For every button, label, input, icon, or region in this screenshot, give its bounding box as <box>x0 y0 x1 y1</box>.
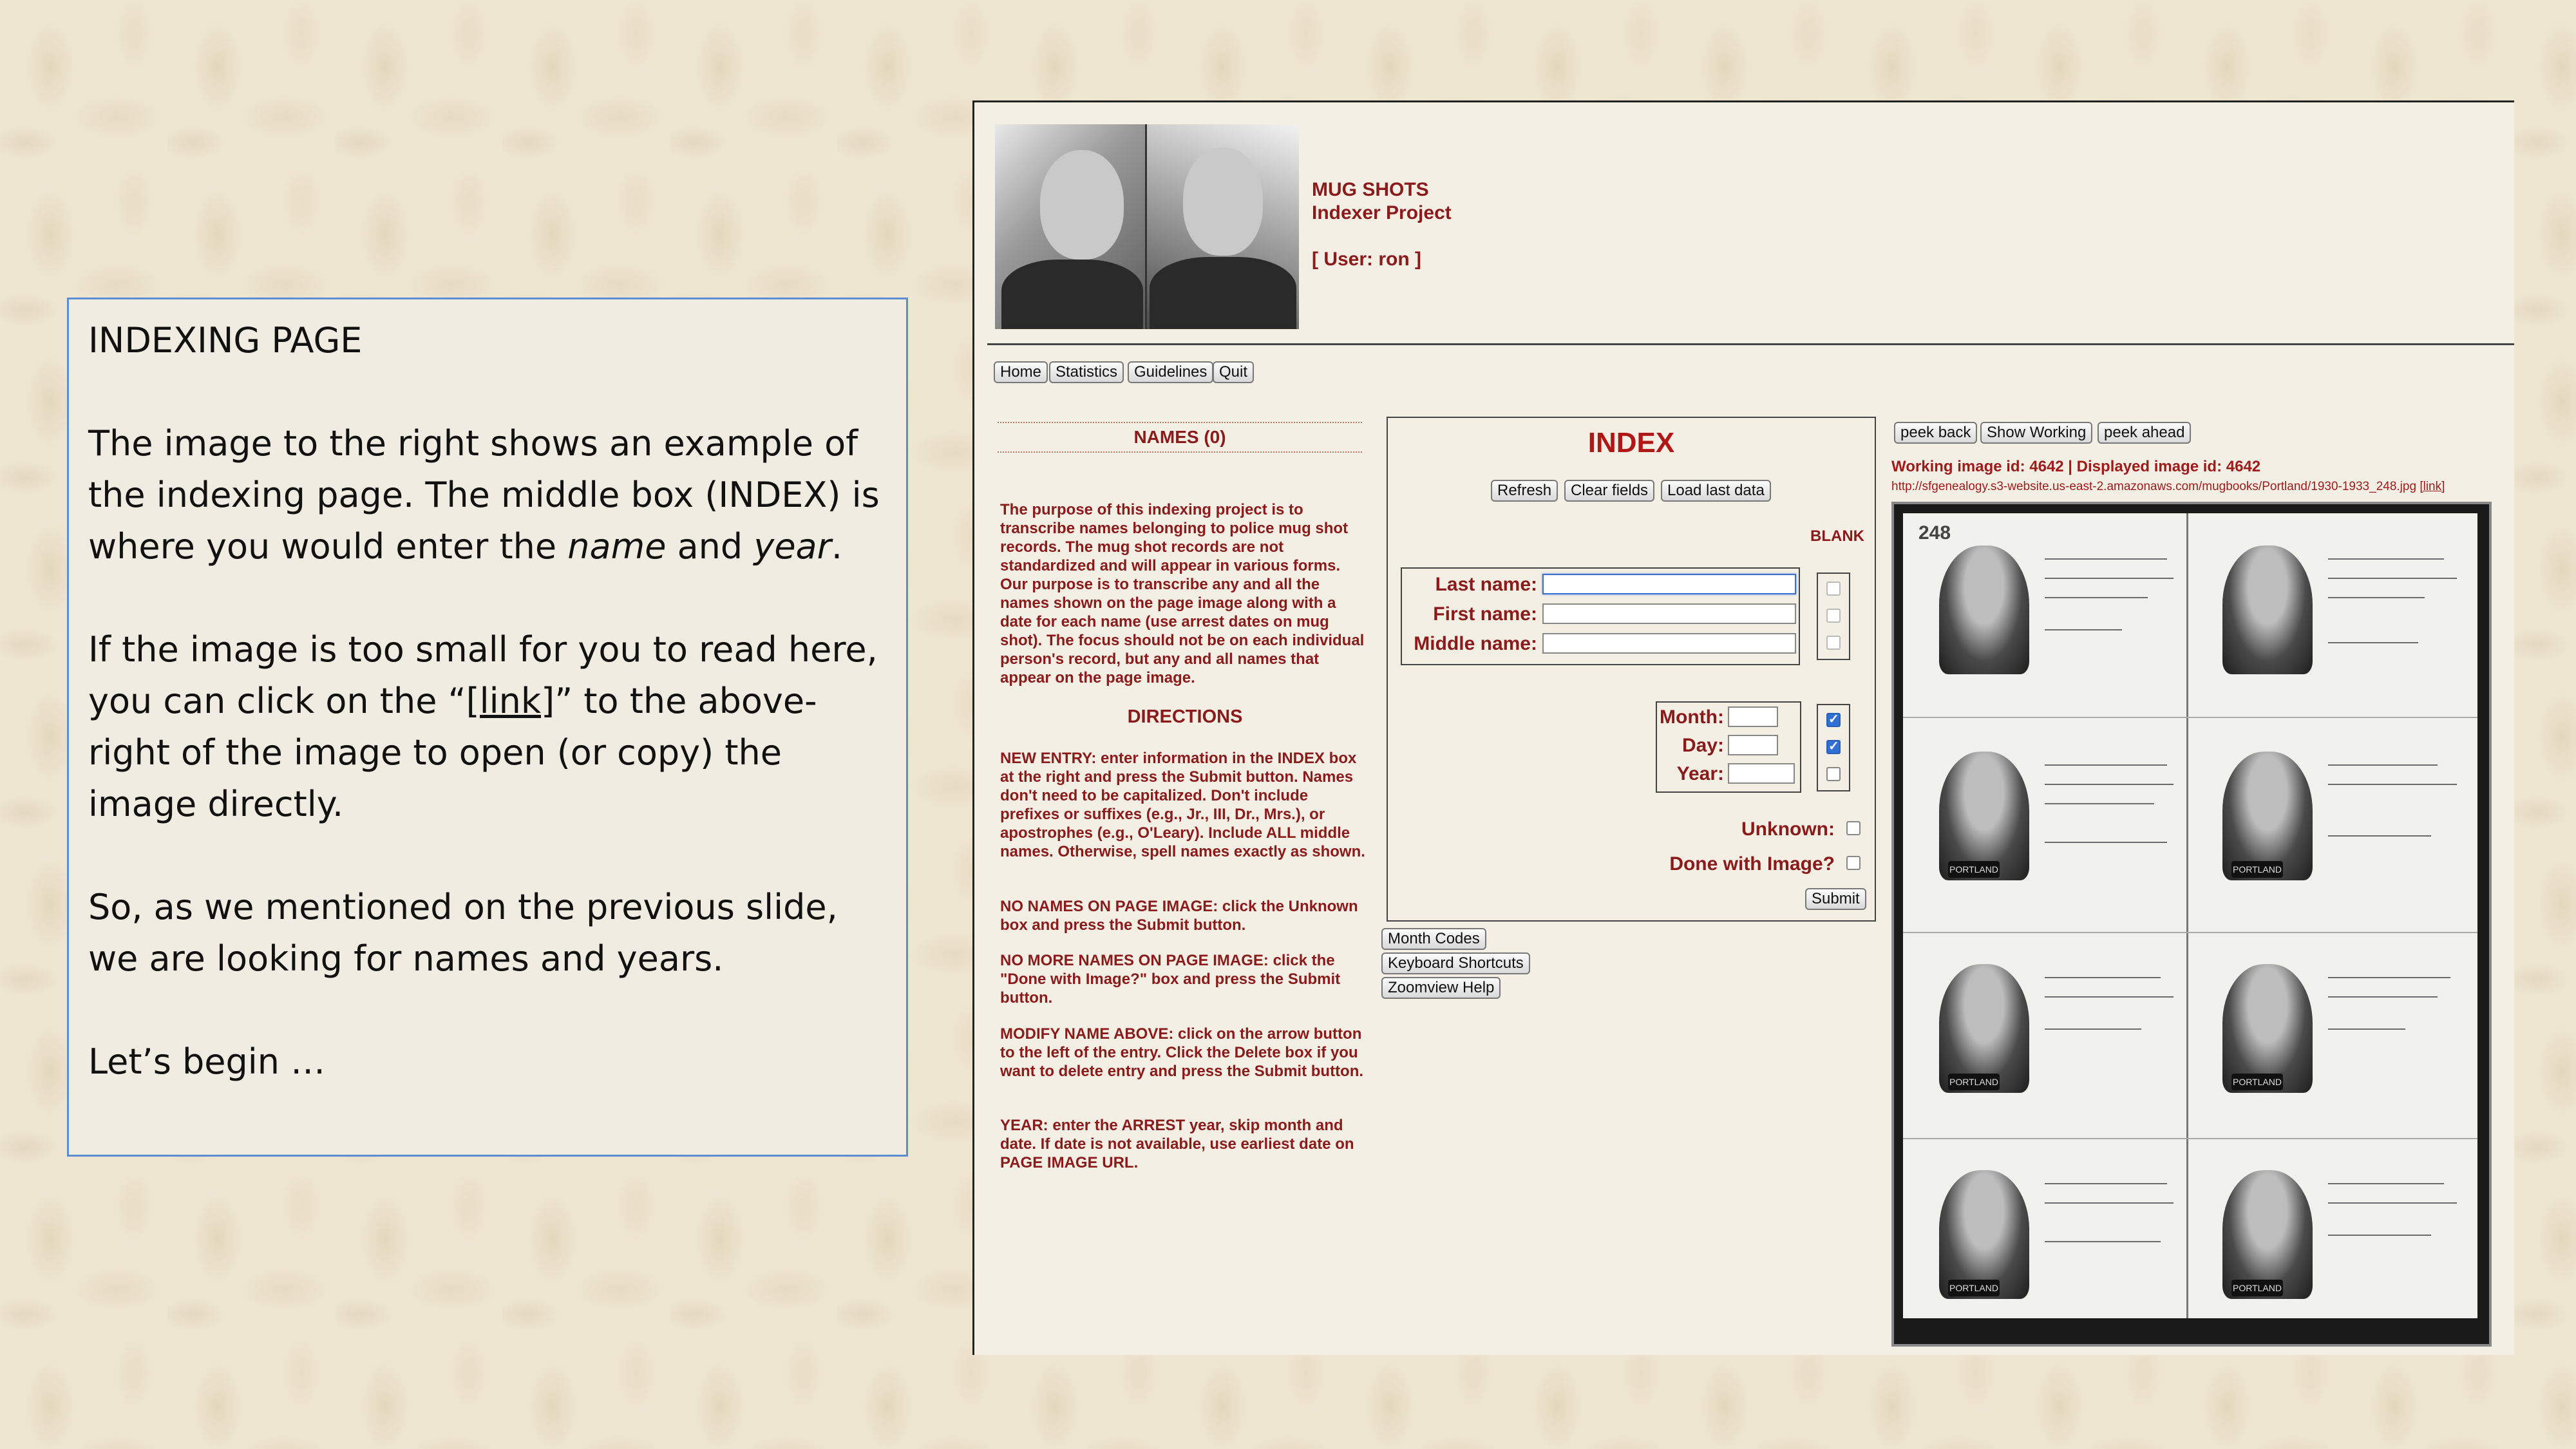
blank-last-name-checkbox[interactable] <box>1826 582 1841 596</box>
directions-heading: DIRECTIONS <box>1127 706 1243 727</box>
user-label: [ User: ron ] <box>1312 249 1422 270</box>
month-checkbox[interactable] <box>1826 713 1841 727</box>
date-checks-frame <box>1817 704 1850 791</box>
blank-middle-name-checkbox[interactable] <box>1826 636 1841 650</box>
note-text: . <box>831 526 843 567</box>
note-paragraph-2 <box>88 624 887 830</box>
show-working-button[interactable]: Show Working <box>1980 422 2092 444</box>
no-names-text: NO NAMES ON PAGE IMAGE: click the Unknown box and press the Submit button. <box>1000 898 1358 934</box>
plate-label: PORTLAND <box>2231 1074 2283 1090</box>
note-text: ” to the above-right of the image to open (or copy) the image directly. <box>88 681 817 824</box>
note-paragraph-1 <box>88 418 887 573</box>
quit-button[interactable]: Quit <box>1213 361 1254 383</box>
modify-text: MODIFY NAME ABOVE: click on the arrow button to the left of the entry. Click the Delete box if you want to delete entry and press the Submit button. <box>1000 1025 1364 1080</box>
note-emphasis-name: name <box>567 526 667 567</box>
year-input[interactable] <box>1728 763 1795 784</box>
month-codes-button[interactable]: Month Codes <box>1381 928 1486 950</box>
middle-name-label: Middle name: <box>1414 633 1537 654</box>
note-paragraph-3: So, as we mentioned on the previous slide, we are looking for names and years. <box>88 887 838 979</box>
peek-ahead-button[interactable]: peek ahead <box>2098 422 2191 444</box>
peek-back-button[interactable]: peek back <box>1894 422 1977 444</box>
header-divider <box>987 343 2514 345</box>
year-text: YEAR: enter the ARREST year, skip month and date. If date is not available, use earliest date on PAGE IMAGE URL. <box>1000 1117 1354 1171</box>
note-text: The image to the right shows an example of the indexing page. The middle box (INDEX) is where you would enter the <box>88 423 880 567</box>
done-with-image-label: Done with Image? <box>1669 853 1835 875</box>
day-checkbox[interactable] <box>1826 740 1841 754</box>
mugshot-photo <box>2222 545 2313 674</box>
instruction-note <box>67 298 908 1157</box>
indexer-screenshot <box>972 100 2514 1355</box>
image-link[interactable]: [link] <box>2420 480 2445 493</box>
day-label: Day: <box>1681 735 1724 756</box>
mugshot-photo <box>1939 545 2029 674</box>
blank-label: BLANK <box>1810 527 1864 545</box>
note-paragraph-4: Let’s begin … <box>88 1041 326 1082</box>
done-with-image-checkbox[interactable] <box>1846 856 1861 870</box>
note-emphasis-year: year <box>753 526 831 567</box>
submit-button[interactable]: Submit <box>1805 888 1866 910</box>
plate-label: PORTLAND <box>1948 861 2000 878</box>
last-name-input[interactable] <box>1542 574 1796 594</box>
unknown-label: Unknown: <box>1741 819 1835 840</box>
names-heading: NAMES (0) <box>998 422 1362 453</box>
frontal-photo <box>1145 124 1299 329</box>
blank-checks-frame <box>1817 573 1850 660</box>
last-name-label: Last name: <box>1435 574 1537 595</box>
project-subtitle: Indexer Project <box>1312 202 1452 223</box>
month-label: Month: <box>1660 706 1724 728</box>
refresh-button[interactable]: Refresh <box>1491 480 1558 502</box>
date-fields-frame <box>1656 701 1801 793</box>
image-id-status: Working image id: 4642 | Displayed image id: 4642 <box>1891 458 2261 475</box>
statistics-button[interactable]: Statistics <box>1049 361 1124 383</box>
plate-label: PORTLAND <box>1948 1280 2000 1296</box>
no-more-names-label: NO MORE NAMES ON PAGE IMAGE: click the "Done with Image?" box and press the Submit button. <box>1000 952 1341 1007</box>
plate-label: PORTLAND <box>2231 1280 2283 1296</box>
note-link-reference: [link] <box>466 681 555 721</box>
new-entry-text: NEW ENTRY: enter information in the INDEX box at the right and press the Submit button. Names don't need to be capitalized. Don't include prefixes or suffixes (e.g., Jr., III, Dr., Mrs.), or apostrophes (e.g., O'Leary). Include ALL middle names. Otherwise, spell names exactly as shown. <box>1000 750 1365 860</box>
year-checkbox[interactable] <box>1826 767 1841 781</box>
profile-photo <box>995 124 1147 329</box>
no-more-names-text <box>1000 951 1370 1007</box>
keyboard-shortcuts-button[interactable]: Keyboard Shortcuts <box>1381 952 1530 974</box>
page-image[interactable] <box>1891 502 2492 1347</box>
guidelines-button[interactable]: Guidelines <box>1128 361 1213 383</box>
index-title: INDEX <box>1587 427 1675 459</box>
project-header <box>1312 178 1452 271</box>
middle-name-input[interactable] <box>1542 633 1796 654</box>
clear-fields-button[interactable]: Clear fields <box>1564 480 1654 502</box>
image-url <box>1891 480 2445 494</box>
image-url-text: http://sfgenealogy.s3-website.us-east-2.amazonaws.com/mugbooks/Portland/1930-1933_248.jpg <box>1891 480 2417 493</box>
note-title: INDEXING PAGE <box>88 320 363 361</box>
purpose-text: The purpose of this indexing project is to transcribe names belonging to police mug shot records. The mug shot records are not standardized and will appear in various forms. Our purpose is to transcribe any and all the names shown on the page image along with a date for each name (use arrest dates on mug shot). The focus should not be on each individual person's record, but any and all names that appear on the page image. <box>1000 501 1365 687</box>
first-name-label: First name: <box>1433 603 1537 625</box>
mugshot-header-image <box>995 124 1299 329</box>
load-last-data-button[interactable]: Load last data <box>1661 480 1771 502</box>
zoomview-help-button[interactable]: Zoomview Help <box>1381 977 1501 999</box>
index-box <box>1387 417 1876 922</box>
note-text: and <box>666 526 754 567</box>
plate-label: PORTLAND <box>2231 861 2283 878</box>
day-input[interactable] <box>1728 735 1778 755</box>
note-text: If the image is too small for you to read here, you can click on the “ <box>88 629 878 721</box>
year-label: Year: <box>1676 763 1724 784</box>
project-title: MUG SHOTS <box>1312 179 1429 200</box>
unknown-checkbox[interactable] <box>1846 821 1861 835</box>
blank-first-name-checkbox[interactable] <box>1826 609 1841 623</box>
month-input[interactable] <box>1728 706 1778 727</box>
mugbook-page <box>1903 513 2477 1318</box>
plate-label: PORTLAND <box>1948 1074 2000 1090</box>
page-number: 248 <box>1918 522 1951 544</box>
home-button[interactable]: Home <box>994 361 1048 383</box>
first-name-input[interactable] <box>1542 603 1796 624</box>
name-fields-frame <box>1401 567 1800 665</box>
